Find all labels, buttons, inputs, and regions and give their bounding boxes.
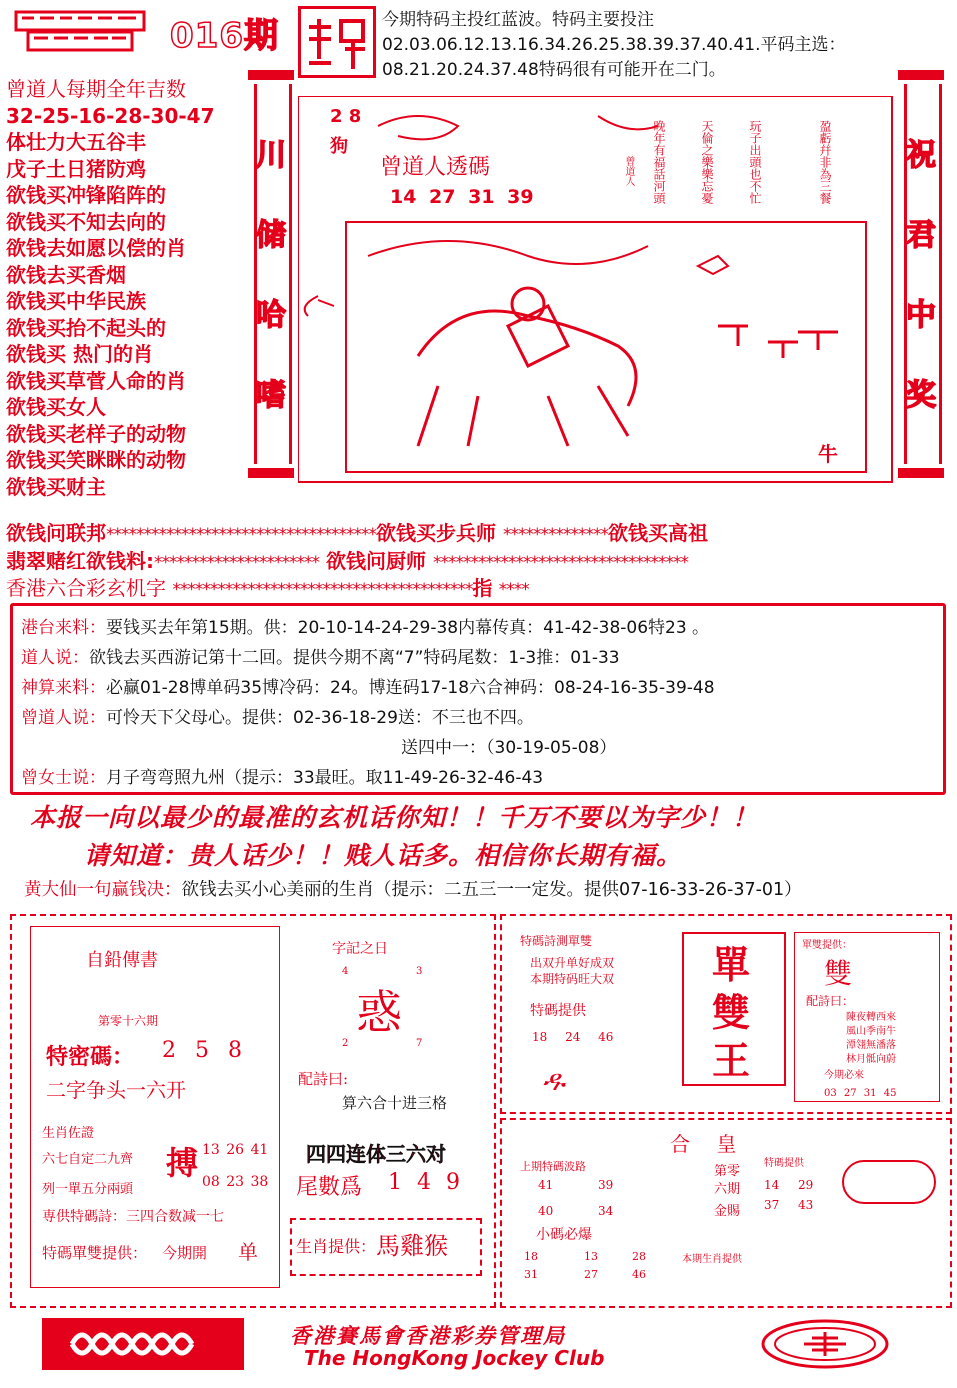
huang-value: 欲钱去买小心美丽的生肖（提示：二五三一一定发。提供07-16-33-26-37-01）	[181, 880, 802, 900]
panel-title: 自鉛傳書	[86, 950, 158, 971]
panel-left-inner	[30, 926, 280, 1288]
single-answer: 单	[238, 1240, 258, 1264]
tip2-num: 37	[764, 1198, 780, 1212]
info-key: 道人说：	[21, 648, 89, 668]
big-char: 王	[712, 1038, 751, 1083]
info-key: 曾女士说：	[21, 768, 106, 788]
left-line: 欲钱买草菅人命的肖	[6, 368, 186, 393]
info-value: 月子弯弯照九州（提示：33最旺。取11-49-26-32-46-43	[106, 768, 544, 788]
left-line: 欲钱买抬不起头的	[6, 315, 166, 340]
mid-text: 香港六合彩玄机字	[6, 576, 166, 600]
special-nums: 2 5 8	[162, 1038, 248, 1063]
info-row	[21, 763, 543, 788]
big-char: 單	[712, 942, 751, 987]
corner-num: 2	[342, 1038, 349, 1049]
panel-right-bottom	[500, 1118, 952, 1308]
right-big: 雙	[824, 957, 853, 990]
info-value: 欲钱去买西游记第十二回。提供今期不离“7”特码尾数：1-3推：01-33	[89, 648, 620, 668]
zodiac-tip: 本期生肖提供	[682, 1254, 742, 1265]
tip-label: 特碼提供	[530, 1003, 586, 1019]
left-line: 欲钱买中华民族	[6, 289, 146, 313]
bottom-animal: 牛	[818, 442, 838, 466]
poem-text: 算六合十进三格	[342, 1094, 448, 1112]
right-head: 單雙提供：	[802, 940, 852, 951]
poem-label: 配詩曰:	[298, 1070, 349, 1088]
info-row	[21, 643, 620, 668]
issue-number: 016期	[170, 16, 279, 56]
char-head: 字記之日	[332, 941, 388, 957]
small-label: 小碼必爆	[536, 1227, 592, 1243]
big-char: 惑	[356, 985, 402, 1039]
wave-num: 40	[538, 1204, 554, 1218]
right-nums: 03 27 31 45	[824, 1088, 897, 1099]
slogan-line-1: 本报一向以最少的最准的玄机话你知！！千万不要以为字少！！	[30, 803, 759, 832]
period-label: 第零十六期	[98, 1014, 159, 1028]
small-num: 31	[524, 1268, 538, 1281]
left-line: 欲钱买笑眯眯的动物	[6, 448, 186, 472]
top-animal: 狗	[330, 136, 348, 157]
scroll-rod	[898, 70, 944, 80]
mid-text: 欲钱问联邦	[6, 521, 106, 545]
left-line: 欲钱买冲锋陷阵的	[6, 183, 166, 207]
corner-num: 4	[342, 966, 349, 977]
dao-ren-seal	[298, 6, 376, 78]
mid-text: 欲钱买步兵师	[376, 521, 496, 545]
top-note: 今期特码主投红蓝波。特码主要投注02.03.06.12.13.16.34.26.25.38.39.37.40.41.平码主选：08.21.20.24.37.48特码很有可能开在二门。	[382, 10, 846, 80]
stars: ****************************************	[172, 580, 473, 600]
right-poem-label: 配詩曰：	[806, 994, 855, 1008]
slogan-line-2: 请知道：贵人话少！！贱人话多。相信你长期有福。	[84, 841, 683, 870]
top-number: 2 8	[330, 106, 362, 127]
left-line: 欲钱买 热门的肖	[6, 342, 153, 366]
right-poem: 陳夜轉西來	[846, 1012, 896, 1023]
right-poem: 風山季南牛	[846, 1026, 896, 1037]
bold-phrase: 四四连体三六对	[306, 1142, 446, 1166]
panel-title: 特碼詩測單雙	[520, 934, 593, 948]
huang-key: 黄大仙一句赢钱决：	[24, 880, 182, 900]
scroll-char: 储	[256, 218, 286, 253]
tip2-num: 14	[764, 1178, 780, 1192]
hkjc-logo	[42, 1318, 244, 1370]
stars: **************	[502, 525, 608, 545]
lucky-numbers: 32-25-16-28-30-47	[6, 103, 215, 128]
right-scroll	[898, 70, 944, 480]
info-value: 送四中一：（30-19-05-08）	[401, 738, 617, 758]
panel-right-top	[500, 914, 952, 1114]
stars: ****	[498, 580, 529, 600]
lucky-title: 曾道人每期全年吉数	[6, 77, 186, 101]
mid-text: 欲钱买高祖	[607, 521, 708, 545]
info-row	[21, 613, 709, 638]
poem-line: 出双升单好成双	[530, 956, 615, 970]
hkjc-chinese: 香港賽馬會香港彩券管理局	[290, 1323, 566, 1348]
small-num: 46	[632, 1268, 646, 1281]
tail-nums: 1 4 9	[388, 1170, 464, 1195]
scroll-char: 嗜	[256, 378, 286, 413]
scroll-char: 哈	[256, 298, 286, 333]
emperor-title: 合 皇	[670, 1132, 747, 1156]
tip2-num: 43	[798, 1198, 814, 1212]
scroll-char: 奖	[906, 378, 936, 413]
left-line: 欲钱去买香烟	[6, 262, 126, 287]
zodiac-val: 馬雞猴	[376, 1232, 448, 1260]
small-num: 28	[632, 1250, 646, 1263]
mid-line-2	[6, 545, 688, 574]
left-line: 欲钱买不知去向的	[6, 209, 166, 234]
poem-line: 盈虧幷非為三餐	[818, 120, 832, 204]
scroll-char: 君	[906, 218, 936, 253]
right-poem: 潭翎無潘落	[846, 1040, 896, 1051]
info-value: 要钱买去年第15期。供：20-10-14-24-29-38内幕传真：41-42-38-06特23 。	[106, 618, 710, 638]
fish-icon: ዱ	[542, 1064, 565, 1097]
info-key: 港台来料：	[21, 618, 106, 638]
info-box	[10, 603, 946, 795]
stars: **********************************	[432, 553, 688, 573]
tip-nums: 18 24 46	[532, 1030, 614, 1044]
table-row-a: 列一單五分兩頭	[42, 1182, 134, 1197]
left-column	[6, 76, 246, 500]
zodiac-label: 生肖提供：	[296, 1237, 377, 1256]
mid-label: 六期	[714, 1182, 741, 1197]
scroll-char: 川	[256, 138, 286, 173]
stars: **********************	[154, 553, 319, 573]
mid-label: 金賜	[714, 1204, 741, 1219]
left-line: 欲钱买老样子的动物	[6, 421, 186, 446]
info-row	[401, 733, 616, 758]
mid-line-3	[6, 572, 529, 601]
mid-label: 第零	[714, 1164, 741, 1179]
scroll-char: 中	[906, 298, 936, 333]
left-scroll	[248, 70, 294, 480]
info-value: 可怜天下父母心。提供：02-36-18-29送：不三也不四。	[106, 708, 534, 728]
round-stamp-icon	[760, 1318, 890, 1370]
right-poem: 林月骶向蔚	[846, 1054, 896, 1065]
left-line: 欲钱去如愿以偿的肖	[6, 236, 186, 260]
table-row-nums: 08 23 38	[202, 1174, 269, 1190]
hkjc-english: The HongKong Jockey Club	[304, 1346, 605, 1370]
poem-author: 曾道人	[623, 156, 634, 186]
tip2-label: 特碼提供	[764, 1158, 804, 1169]
poem-line: 晚年有福話河頭	[652, 120, 666, 204]
scroll-rod	[248, 468, 294, 478]
left-line: 欲钱买女人	[6, 395, 106, 419]
mid-line-1	[6, 517, 708, 546]
scroll-rod	[898, 468, 944, 478]
info-row	[21, 703, 534, 728]
left-line: 欲钱买财主	[6, 474, 106, 499]
panel-left	[10, 914, 496, 1308]
tip2-num: 29	[798, 1178, 814, 1192]
left-line: 体壮力大五谷丰	[6, 130, 146, 154]
small-num: 13	[584, 1250, 598, 1263]
wave-num: 41	[538, 1178, 554, 1192]
single-label: 特碼單雙提供：	[42, 1244, 148, 1262]
corner-num: 3	[416, 966, 423, 977]
picture-numbers: 14 27 31 39	[390, 186, 534, 208]
single-val: 今期開	[162, 1244, 208, 1262]
wave-num: 39	[598, 1178, 614, 1192]
poem-line: 天倫之樂樂忘憂	[700, 120, 714, 204]
wave-num: 34	[598, 1204, 614, 1218]
left-line: 戊子土日猪防鸡	[6, 156, 146, 181]
mid-text: 欲钱问厨师	[325, 549, 426, 573]
table-row-a: 六七自定二九齊	[42, 1152, 134, 1167]
big-char: 雙	[712, 990, 751, 1035]
brand-logo	[14, 10, 154, 52]
small-num: 18	[524, 1250, 538, 1263]
poem-line: 玩子出頭也不忙	[748, 120, 762, 204]
info-key: 曾道人说：	[21, 708, 106, 728]
right-ans-label: 今期必來	[824, 1070, 864, 1081]
special-label: 特密碼：	[46, 1045, 135, 1070]
info-value: 必赢01-28博单码35博冷码：24。博连码17-18六合神码：08-24-16-35-39-48	[106, 678, 715, 698]
scroll-char: 祝	[906, 138, 936, 173]
table-head: 生肖佐證	[42, 1126, 95, 1141]
info-row	[21, 673, 715, 698]
stars: ************************************	[106, 525, 376, 545]
phrase: 二字争头一六开	[46, 1078, 186, 1102]
poem-line: 専供特碼詩：三四合数减一七	[42, 1209, 224, 1225]
table-row-nums: 13 26 41	[202, 1142, 269, 1158]
poem-line: 本期特码旺大双	[530, 972, 615, 986]
huang-line	[24, 876, 802, 901]
tail-label: 尾數爲	[296, 1175, 363, 1200]
info-key: 神算来料：	[21, 678, 106, 698]
small-num: 27	[584, 1268, 598, 1281]
scroll-rod	[248, 70, 294, 80]
wave-label: 上期特碼波路	[520, 1160, 586, 1173]
corner-num: 7	[416, 1038, 423, 1049]
central-picture	[298, 96, 894, 484]
mid-text: 指	[472, 576, 493, 600]
bo-char: 搏	[166, 1144, 199, 1182]
seal-icon	[842, 1160, 936, 1204]
picture-caption: 曾道人透碼	[380, 155, 491, 180]
mid-text: 翡翠赌红欲钱料:	[6, 549, 154, 573]
